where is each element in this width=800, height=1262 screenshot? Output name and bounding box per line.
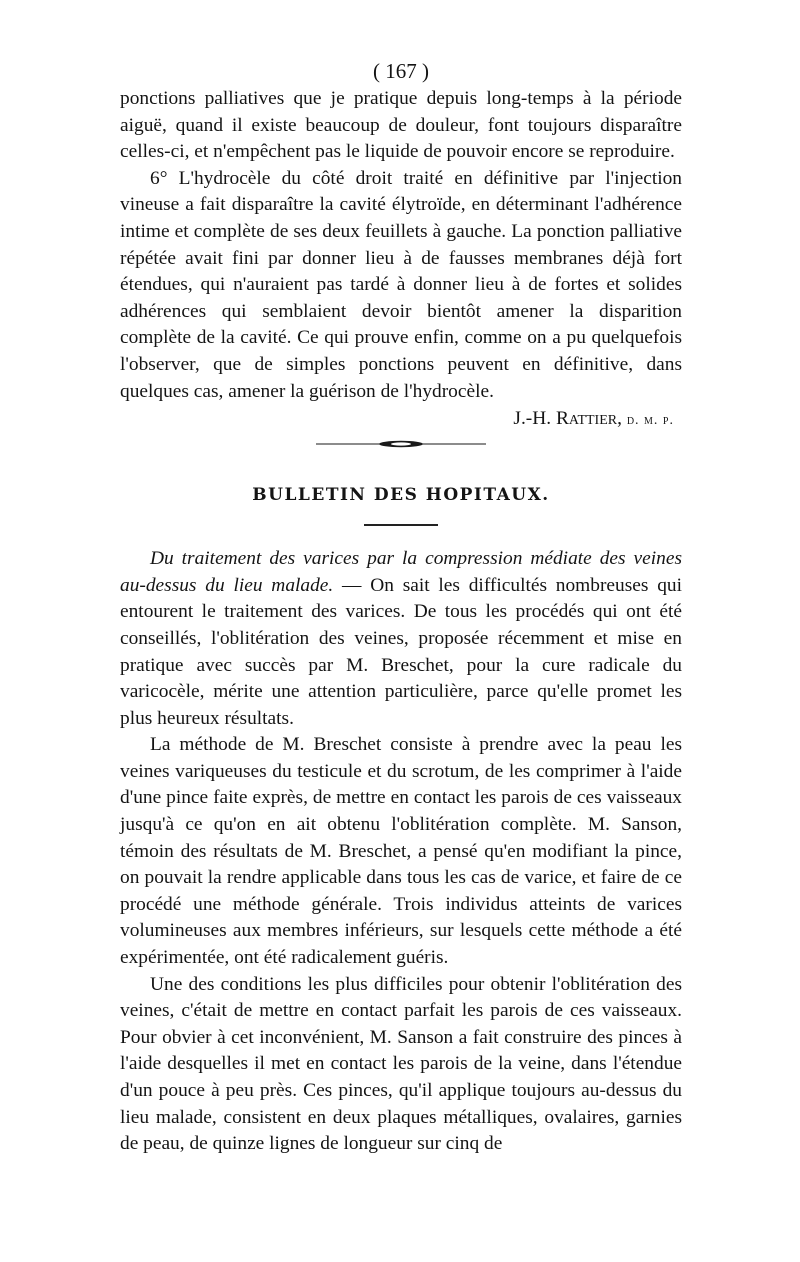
article-intro-paragraph — [120, 546, 682, 732]
article-title: Du traitement des varices par la compression médiate des veines au-dessus du lieu malade. — [120, 548, 682, 596]
paragraph-point-6: 6° L'hydrocèle du côté droit traité en définitive par l'injection vineuse a fait disparaître la cavité élytroïde, en déterminant l'adhérence intime et complète de ses deux feuillets à gauche. La ponction palliative répétée avait fini par donner lieu à de fausses membranes déjà fort étendues, qui n'auraient pas tardé à donner lieu à de fortes et solides adhérences qui semblaient devoir bientôt amener la disparition complète de la cavité. Ce qui prouve enfin, comme on a pu quelquefois l'observer, que de simples ponctions peuvent en définitive, dans quelques cas, amener la guérison de l'hydrocèle. — [120, 167, 682, 402]
article-paragraph-conditions: Une des conditions les plus difficiles pour obtenir l'oblitération des veines, c'était de mettre en contact parfait les parois de ces vaisseaux. Pour obvier à cet inconvénient, M. Sanson a fait construire des pinces à l'aide desquelles il met en contact les parois de la veine, dans l'étendue d'un pouce à peu près. Ces pinces, qu'il applique toujours au-dessus du lieu malade, consistent en deux plaques métalliques, ovalaires, garnies de peau, de quinze lignes de longueur sur cinq de — [120, 973, 682, 1155]
section-title: BULLETIN DES HOPITAUX. — [252, 485, 550, 506]
title-rule — [364, 524, 438, 526]
book-page — [120, 58, 682, 1158]
paragraph-continued: ponctions palliatives que je pratique depuis long-temps à la période aiguë, quand il existe beaucoup de douleur, font toujours disparaître celles-ci, et n'empêchent pas le liquide de pouvoir encore se reproduire. — [120, 88, 682, 163]
author-name: J.-H. Rattier — [513, 408, 618, 430]
page-number: ( 167 ) — [373, 59, 429, 83]
ornament-divider-icon — [316, 438, 486, 450]
author-signature: J.-H. Rattier, d. m. p. — [513, 408, 674, 430]
article-paragraph-method: La méthode de M. Breschet consiste à prendre avec la peau les veines variqueuses du testicule et du scrotum, de les comprimer à l'aide d'une pince faite exprès, de mettre en contact les parois de ces vaisseaux jusqu'à ce qu'on en ait obtenu l'oblitération complète. M. Sanson, témoin des résultats de M. Breschet, a pensé qu'en modifiant la pince, on pouvait la rendre applicable dans tous les cas de varice, et faire de ce procédé une méthode générale. Trois individus atteints de varices volumineuses aux membres inférieurs, sur lesquels cette méthode a été expérimentée, ont été radicalement guéris. — [120, 734, 682, 969]
author-degree: d. m. p. — [626, 413, 674, 429]
article-intro-text: — On sait les difficultés nombreuses qui entourent le traitement des varices. De tous les procédés qui ont été conseillés, l'oblitération des veines, proposée récemment et mise en pratique avec succès par M. Breschet, pour la cure radicale du varicocèle, mérite une attention particulière, parce qu'elle promet les plus heureux résultats. — [120, 574, 682, 729]
